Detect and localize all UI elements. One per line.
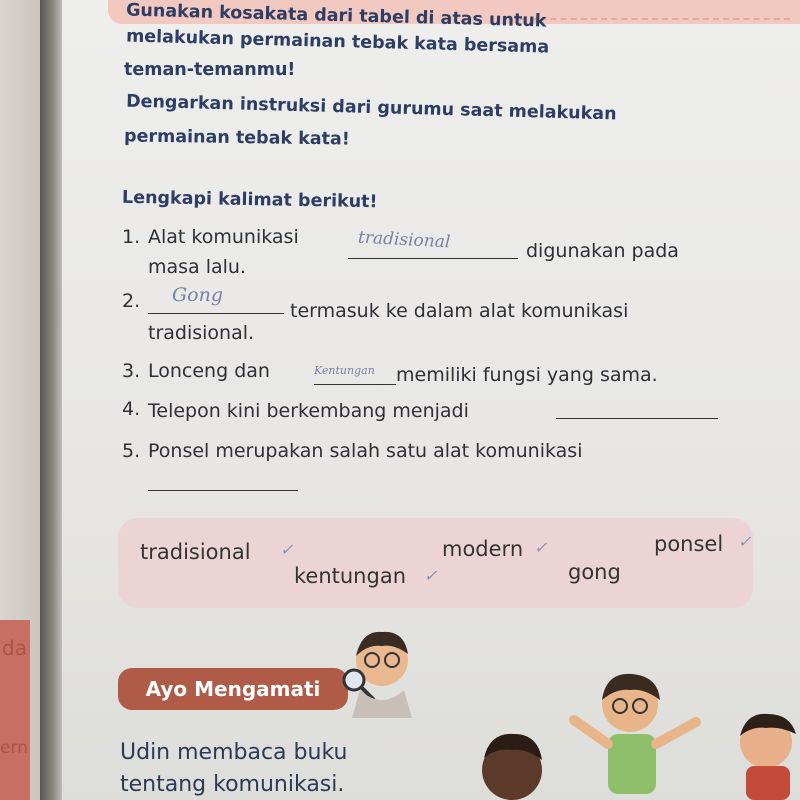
check-mark-icon: ✓ xyxy=(534,538,548,557)
intro-line: melakukan permainan tebak kata bersama xyxy=(125,26,550,58)
word-bank-item: tradisional xyxy=(140,540,251,564)
check-mark-icon: ✓ xyxy=(424,566,438,585)
answer-blank xyxy=(348,258,518,259)
left-page-fragment: ern xyxy=(0,738,28,758)
question-text: termasuk ke dalam alat komunikasi xyxy=(290,300,629,322)
word-bank-item: gong xyxy=(568,560,621,584)
intro-line: permainan tebak kata! xyxy=(123,126,350,150)
question-number: 3. xyxy=(122,360,141,382)
question-text: Lonceng dan xyxy=(148,360,270,382)
answer-blank xyxy=(314,384,396,385)
word-bank-item: kentungan xyxy=(294,564,407,588)
question-number: 2. xyxy=(122,290,141,312)
answer-blank xyxy=(556,418,718,419)
check-mark-icon: ✓ xyxy=(280,540,294,559)
question-number: 1. xyxy=(122,226,141,248)
question-text: digunakan pada xyxy=(526,240,679,262)
answer-blank xyxy=(148,490,298,491)
answer-blank xyxy=(148,313,284,314)
left-page-fragment: da xyxy=(2,636,27,660)
check-mark-icon: ✓ xyxy=(738,532,752,551)
banner-label: Ayo Mengamati xyxy=(145,677,321,701)
question-text: masa lalu. xyxy=(148,256,247,278)
word-bank-item: modern xyxy=(442,537,524,561)
boy-with-magnifier-illustration xyxy=(332,620,432,720)
question-text: Ponsel merupakan salah satu alat komunikasi xyxy=(148,440,583,462)
question-text: tradisional. xyxy=(148,322,255,344)
exercise-heading: Lengkapi kalimat berikut! xyxy=(121,187,378,213)
dashed-line xyxy=(520,18,790,20)
question-text: Telepon kini berkembang menjadi xyxy=(148,400,469,422)
word-bank-item: ponsel xyxy=(654,532,724,556)
question-number: 5. xyxy=(122,440,141,462)
handwritten-answer: Kentungan xyxy=(314,364,375,377)
observe-text: tentang komunikasi. xyxy=(120,772,345,797)
handwritten-answer: Gong xyxy=(172,284,224,306)
section-banner xyxy=(118,668,348,710)
handwritten-answer: tradisional xyxy=(357,227,451,253)
observe-text: Udin membaca buku xyxy=(120,740,348,765)
question-text: Alat komunikasi xyxy=(148,226,299,248)
intro-line: teman-temanmu! xyxy=(124,60,296,80)
intro-line: Gunakan kosakata dari tabel di atas untuk xyxy=(125,0,547,32)
intro-line: Dengarkan instruksi dari gurumu saat melakukan xyxy=(125,91,617,125)
question-text: memiliki fungsi yang sama. xyxy=(396,364,658,386)
question-number: 4. xyxy=(122,398,141,420)
children-illustration xyxy=(470,660,800,800)
